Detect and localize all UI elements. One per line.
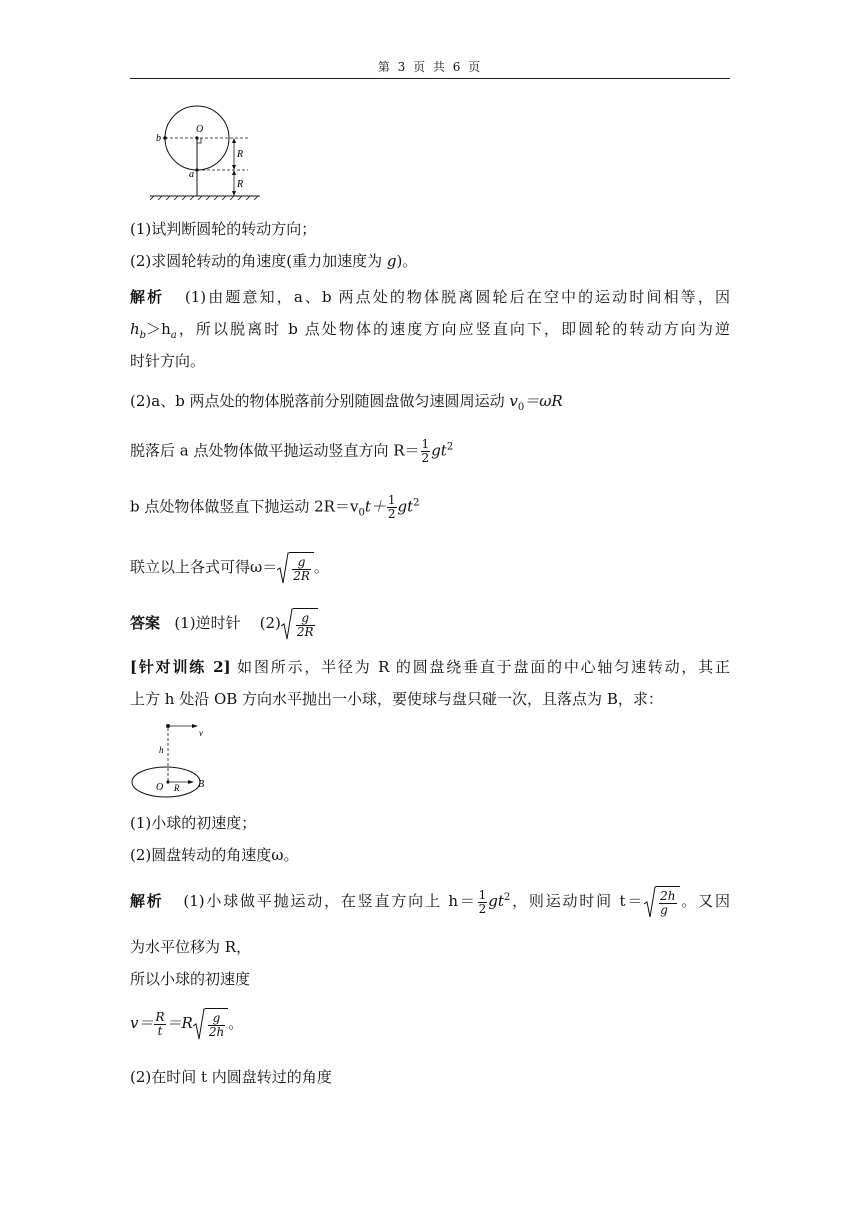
- ans1-eq-b: b 点处物体做竖直下抛运动 $2R=v_0t+$ $\frac{1}{2}$ $gt^2$: [130, 493, 420, 521]
- fig1-label-r1: R: [237, 149, 244, 160]
- q2-line2: 上方 h 处沿 OB 方向水平抛出一小球，要使球与盘只碰一次，且落点为 B，求：: [130, 690, 663, 708]
- ans1-result: 联立以上各式可得ω＝ $\frac{g}{2R}$ 。: [130, 552, 329, 584]
- ans1-line2: $h_b>h_a$，所以脱离时 b 点处物体的速度方向应竖直向下，即圆轮的转动方向为逆: [130, 320, 730, 341]
- ans2-velocity: v＝ $\frac{R}{t}$ ＝R $\frac{g}{2h}$ 。: [130, 1009, 244, 1039]
- ans2-line1: 解析 (1)小球做平抛运动，在竖直方向上 h＝ $\frac{1}{2}$ $gt^2$，则运动时间 t＝ $\frac{2h}{g}$ 。又因: [130, 887, 730, 917]
- ans1-eq-a: 脱落后 a 点处物体做平抛运动竖直方向 R＝ $\frac{1}{2}$ $gt^2$: [130, 437, 454, 465]
- ans1-line3: 时针方向。: [130, 352, 206, 370]
- q2-line1: [针对训练 2] 如图所示，半径为 R 的圆盘绕垂直于盘面的中心轴匀速转动，其正: [130, 658, 730, 676]
- ans2-line3: 所以小球的初速度: [130, 970, 251, 988]
- answer-label: 答案: [130, 614, 161, 632]
- fig1-label-r2: R: [237, 179, 244, 190]
- q2-tag: [针对训练 2]: [130, 658, 231, 676]
- fig2-label-h: h: [159, 745, 164, 755]
- header-divider: [130, 78, 730, 79]
- jiexi-label: 解析: [130, 288, 165, 306]
- figure-disc-diagram: [128, 716, 228, 800]
- q1-part1: (1)试判断圆轮的转动方向；: [130, 220, 317, 238]
- q2-part2: (2)圆盘转动的角速度ω。: [130, 846, 299, 864]
- figure-wheel-diagram: [150, 100, 270, 200]
- fig2-label-r: R: [174, 783, 180, 793]
- fig2-label-b: B: [198, 779, 205, 790]
- fig1-label-b: b: [156, 133, 161, 144]
- q1-part2: (2)求圆轮转动的角速度(重力加速度为 g)。: [130, 252, 418, 270]
- page-header: 第 3 页 共 6 页: [377, 60, 483, 74]
- fig2-label-o: O: [156, 782, 164, 793]
- ans1-part2: (2)a、b 两点处的物体脱落前分别随圆盘做匀速圆周运动 $v_0=\omega R$: [130, 392, 563, 413]
- fig1-label-o: O: [196, 124, 204, 135]
- jiexi-label-2: 解析: [130, 892, 164, 910]
- ans2-line2: 为水平位移为 R，: [130, 938, 252, 956]
- fig2-label-v: v: [199, 728, 203, 738]
- fig1-label-a: a: [189, 169, 194, 180]
- q2-part1: (1)小球的初速度；: [130, 814, 257, 832]
- ans2-line5: (2)在时间 t 内圆盘转过的角度: [130, 1068, 332, 1086]
- answer1: 答案 (1)逆时针 (2) $\frac{g}{2R}$: [130, 608, 318, 640]
- ans1-line1: 解析 (1)由题意知，a、b 两点处的物体脱离圆轮后在空中的运动时间相等，因: [130, 288, 730, 306]
